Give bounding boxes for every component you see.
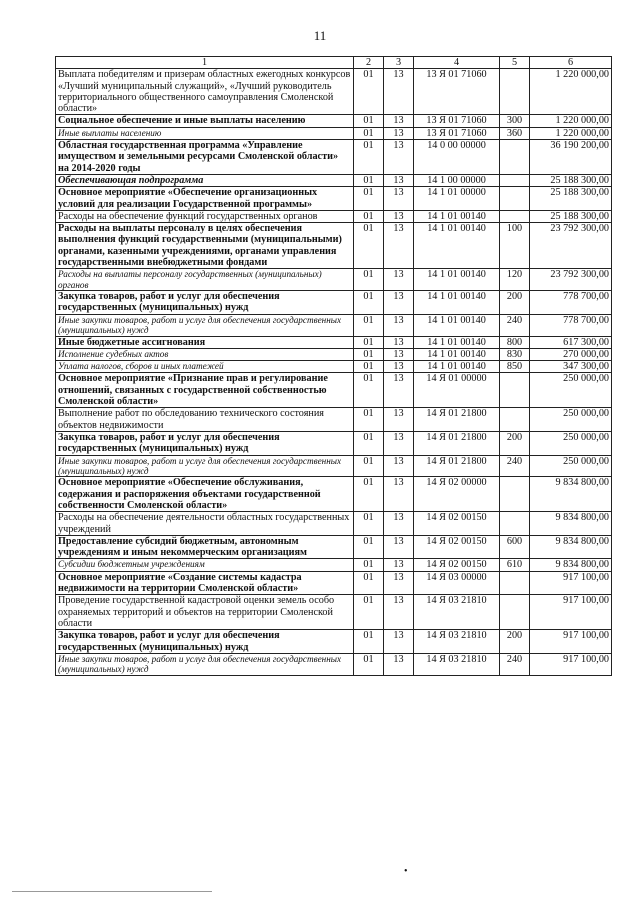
cell-amount: 917 100,00 xyxy=(530,595,612,630)
cell-expense-type xyxy=(500,408,530,432)
cell-section: 01 xyxy=(354,408,384,432)
cell-amount: 9 834 800,00 xyxy=(530,559,612,571)
cell-section: 01 xyxy=(354,291,384,315)
cell-name: Субсидии бюджетным учреждениям xyxy=(56,559,354,571)
cell-name: Расходы на выплаты персоналу государственных (муниципальных) органов xyxy=(56,269,354,291)
cell-target-article: 14 1 01 00140 xyxy=(414,348,500,360)
cell-name: Предоставление субсидий бюджетным, автономным учреждениям и иным некоммерческим организациям xyxy=(56,535,354,559)
cell-name: Выплата победителям и призерам областных ежегодных конкурсов «Лучший муниципальный служащий», «Лучший руководитель территориального общественного самоуправления Смоленской области» xyxy=(56,69,354,115)
cell-section: 01 xyxy=(354,373,384,408)
cell-name: Расходы на выплаты персоналу в целях обеспечения выполнения функций государственными (муниципальными) органами, казенными учреждениями, органами управления государственными внебюджетными фондами xyxy=(56,223,354,269)
table-row xyxy=(56,348,612,360)
cell-section: 01 xyxy=(354,455,384,477)
cell-amount: 250 000,00 xyxy=(530,431,612,455)
cell-amount: 1 220 000,00 xyxy=(530,69,612,115)
cell-subsection: 13 xyxy=(384,653,414,675)
cell-amount: 617 300,00 xyxy=(530,336,612,348)
cell-name: Иные закупки товаров, работ и услуг для обеспечения государственных (муниципальных) нужд xyxy=(56,653,354,675)
cell-subsection: 13 xyxy=(384,595,414,630)
cell-target-article: 14 1 01 00000 xyxy=(414,187,500,211)
cell-expense-type xyxy=(500,140,530,175)
cell-subsection: 13 xyxy=(384,477,414,512)
cell-subsection: 13 xyxy=(384,291,414,315)
table-row xyxy=(56,431,612,455)
table-row xyxy=(56,115,612,127)
cell-name: Основное мероприятие «Обеспечение организационных условий для реализации Государственной программы» xyxy=(56,187,354,211)
cell-amount: 25 188 300,00 xyxy=(530,174,612,186)
cell-subsection: 13 xyxy=(384,512,414,536)
cell-subsection: 13 xyxy=(384,127,414,139)
cell-section: 01 xyxy=(354,361,384,373)
cell-section: 01 xyxy=(354,431,384,455)
table-row xyxy=(56,69,612,115)
cell-subsection: 13 xyxy=(384,348,414,360)
cell-amount: 9 834 800,00 xyxy=(530,477,612,512)
cell-subsection: 13 xyxy=(384,115,414,127)
cell-name: Закупка товаров, работ и услуг для обеспечения государственных (муниципальных) нужд xyxy=(56,431,354,455)
header-col-4: 4 xyxy=(414,57,500,69)
cell-expense-type: 240 xyxy=(500,653,530,675)
cell-expense-type: 830 xyxy=(500,348,530,360)
cell-expense-type: 600 xyxy=(500,535,530,559)
cell-section: 01 xyxy=(354,336,384,348)
cell-subsection: 13 xyxy=(384,361,414,373)
cell-target-article: 14 1 01 00140 xyxy=(414,361,500,373)
cell-target-article: 14 1 01 00140 xyxy=(414,314,500,336)
cell-subsection: 13 xyxy=(384,455,414,477)
cell-subsection: 13 xyxy=(384,373,414,408)
cell-target-article: 13 Я 01 71060 xyxy=(414,127,500,139)
cell-subsection: 13 xyxy=(384,431,414,455)
cell-section: 01 xyxy=(354,210,384,222)
cell-amount: 270 000,00 xyxy=(530,348,612,360)
cell-name: Расходы на обеспечение функций государственных органов xyxy=(56,210,354,222)
cell-amount: 1 220 000,00 xyxy=(530,127,612,139)
cell-amount: 9 834 800,00 xyxy=(530,535,612,559)
cell-name: Проведение государственной кадастровой оценки земель особо охраняемых территорий и объектов на территории Смоленской области xyxy=(56,595,354,630)
cell-name: Обеспечивающая подпрограмма xyxy=(56,174,354,186)
cell-section: 01 xyxy=(354,535,384,559)
cell-name: Уплата налогов, сборов и иных платежей xyxy=(56,361,354,373)
cell-target-article: 13 Я 01 71060 xyxy=(414,69,500,115)
cell-target-article: 14 Я 03 21810 xyxy=(414,595,500,630)
cell-amount: 917 100,00 xyxy=(530,630,612,654)
cell-section: 01 xyxy=(354,127,384,139)
cell-target-article: 14 Я 01 21800 xyxy=(414,431,500,455)
cell-section: 01 xyxy=(354,69,384,115)
cell-target-article: 14 1 01 00140 xyxy=(414,210,500,222)
cell-section: 01 xyxy=(354,512,384,536)
cell-expense-type xyxy=(500,174,530,186)
cell-section: 01 xyxy=(354,140,384,175)
cell-section: 01 xyxy=(354,223,384,269)
cell-target-article: 14 0 00 00000 xyxy=(414,140,500,175)
cell-target-article: 14 Я 01 21800 xyxy=(414,455,500,477)
cell-name: Исполнение судебных актов xyxy=(56,348,354,360)
cell-amount: 250 000,00 xyxy=(530,373,612,408)
footer-line xyxy=(12,891,212,892)
cell-amount: 778 700,00 xyxy=(530,291,612,315)
cell-expense-type: 200 xyxy=(500,291,530,315)
cell-section: 01 xyxy=(354,630,384,654)
table-row xyxy=(56,269,612,291)
cell-target-article: 14 Я 03 21810 xyxy=(414,630,500,654)
cell-expense-type: 200 xyxy=(500,630,530,654)
table-row xyxy=(56,408,612,432)
table-row xyxy=(56,455,612,477)
table-row xyxy=(56,210,612,222)
table-row xyxy=(56,653,612,675)
cell-subsection: 13 xyxy=(384,210,414,222)
cell-amount: 917 100,00 xyxy=(530,571,612,595)
cell-expense-type: 240 xyxy=(500,314,530,336)
cell-expense-type: 800 xyxy=(500,336,530,348)
cell-name: Выполнение работ по обследованию технического состояния объектов недвижимости xyxy=(56,408,354,432)
cell-expense-type: 300 xyxy=(500,115,530,127)
cell-expense-type xyxy=(500,373,530,408)
cell-section: 01 xyxy=(354,595,384,630)
cell-expense-type xyxy=(500,477,530,512)
page-number: 11 xyxy=(313,28,327,43)
cell-subsection: 13 xyxy=(384,408,414,432)
cell-name: Социальное обеспечение и иные выплаты населению xyxy=(56,115,354,127)
table-row xyxy=(56,595,612,630)
cell-target-article: 14 1 01 00140 xyxy=(414,269,500,291)
cell-target-article: 14 1 01 00140 xyxy=(414,291,500,315)
cell-target-article: 14 1 01 00140 xyxy=(414,336,500,348)
cell-section: 01 xyxy=(354,187,384,211)
cell-subsection: 13 xyxy=(384,269,414,291)
cell-target-article: 13 Я 01 71060 xyxy=(414,115,500,127)
header-col-3: 3 xyxy=(384,57,414,69)
cell-expense-type: 120 xyxy=(500,269,530,291)
cell-amount: 347 300,00 xyxy=(530,361,612,373)
cell-target-article: 14 Я 02 00150 xyxy=(414,535,500,559)
table-row xyxy=(56,336,612,348)
table-row xyxy=(56,174,612,186)
cell-expense-type xyxy=(500,595,530,630)
cell-expense-type: 240 xyxy=(500,455,530,477)
cell-expense-type xyxy=(500,571,530,595)
cell-subsection: 13 xyxy=(384,223,414,269)
cell-expense-type xyxy=(500,512,530,536)
cell-amount: 36 190 200,00 xyxy=(530,140,612,175)
cell-expense-type: 200 xyxy=(500,431,530,455)
table-row xyxy=(56,223,612,269)
cell-amount: 1 220 000,00 xyxy=(530,115,612,127)
cell-expense-type: 360 xyxy=(500,127,530,139)
table-row xyxy=(56,187,612,211)
table-row xyxy=(56,361,612,373)
cell-amount: 25 188 300,00 xyxy=(530,187,612,211)
table-row xyxy=(56,477,612,512)
cell-target-article: 14 Я 02 00150 xyxy=(414,559,500,571)
cell-subsection: 13 xyxy=(384,630,414,654)
cell-target-article: 14 Я 02 00000 xyxy=(414,477,500,512)
cell-amount: 25 188 300,00 xyxy=(530,210,612,222)
cell-subsection: 13 xyxy=(384,571,414,595)
table-row xyxy=(56,291,612,315)
header-row xyxy=(56,57,612,69)
cell-name: Иные закупки товаров, работ и услуг для обеспечения государственных (муниципальных) нужд xyxy=(56,455,354,477)
table-row xyxy=(56,630,612,654)
cell-amount: 778 700,00 xyxy=(530,314,612,336)
cell-name: Иные бюджетные ассигнования xyxy=(56,336,354,348)
cell-amount: 917 100,00 xyxy=(530,653,612,675)
cell-section: 01 xyxy=(354,653,384,675)
cell-name: Расходы на обеспечение деятельности областных государственных учреждений xyxy=(56,512,354,536)
cell-subsection: 13 xyxy=(384,174,414,186)
cell-subsection: 13 xyxy=(384,559,414,571)
cell-target-article: 14 Я 03 00000 xyxy=(414,571,500,595)
cell-target-article: 14 Я 03 21810 xyxy=(414,653,500,675)
cell-target-article: 14 1 00 00000 xyxy=(414,174,500,186)
cell-expense-type xyxy=(500,210,530,222)
table-row xyxy=(56,512,612,536)
cell-name: Иные выплаты населению xyxy=(56,127,354,139)
budget-table xyxy=(55,56,612,676)
header-col-2: 2 xyxy=(354,57,384,69)
cell-target-article: 14 Я 01 00000 xyxy=(414,373,500,408)
cell-expense-type: 610 xyxy=(500,559,530,571)
scan-dot: • xyxy=(404,866,408,877)
cell-target-article: 14 Я 01 21800 xyxy=(414,408,500,432)
cell-section: 01 xyxy=(354,348,384,360)
cell-name: Закупка товаров, работ и услуг для обеспечения государственных (муниципальных) нужд xyxy=(56,291,354,315)
cell-section: 01 xyxy=(354,314,384,336)
cell-section: 01 xyxy=(354,477,384,512)
cell-name: Основное мероприятие «Признание прав и регулирование отношений, связанных с государственной собственностью Смоленской области» xyxy=(56,373,354,408)
table-row xyxy=(56,559,612,571)
cell-name: Областная государственная программа «Управление имуществом и земельными ресурсами Смоленской области» на 2014-2020 годы xyxy=(56,140,354,175)
cell-section: 01 xyxy=(354,174,384,186)
cell-subsection: 13 xyxy=(384,140,414,175)
table-row xyxy=(56,127,612,139)
table-row xyxy=(56,314,612,336)
cell-subsection: 13 xyxy=(384,69,414,115)
table-row xyxy=(56,373,612,408)
cell-amount: 250 000,00 xyxy=(530,455,612,477)
table-row xyxy=(56,140,612,175)
cell-section: 01 xyxy=(354,115,384,127)
header-col-1: 1 xyxy=(56,57,354,69)
table-row xyxy=(56,571,612,595)
cell-target-article: 14 Я 02 00150 xyxy=(414,512,500,536)
cell-subsection: 13 xyxy=(384,314,414,336)
cell-name: Закупка товаров, работ и услуг для обеспечения государственных (муниципальных) нужд xyxy=(56,630,354,654)
cell-section: 01 xyxy=(354,571,384,595)
cell-target-article: 14 1 01 00140 xyxy=(414,223,500,269)
cell-subsection: 13 xyxy=(384,535,414,559)
cell-expense-type xyxy=(500,187,530,211)
cell-amount: 9 834 800,00 xyxy=(530,512,612,536)
cell-expense-type: 850 xyxy=(500,361,530,373)
table-body xyxy=(56,69,612,675)
cell-name: Основное мероприятие «Создание системы кадастра недвижимости на территории Смоленской области» xyxy=(56,571,354,595)
cell-name: Иные закупки товаров, работ и услуг для обеспечения государственных (муниципальных) нужд xyxy=(56,314,354,336)
header-col-5: 5 xyxy=(500,57,530,69)
cell-expense-type: 100 xyxy=(500,223,530,269)
cell-amount: 23 792 300,00 xyxy=(530,223,612,269)
table-row xyxy=(56,535,612,559)
cell-amount: 250 000,00 xyxy=(530,408,612,432)
cell-subsection: 13 xyxy=(384,336,414,348)
cell-section: 01 xyxy=(354,269,384,291)
cell-section: 01 xyxy=(354,559,384,571)
cell-expense-type xyxy=(500,69,530,115)
cell-amount: 23 792 300,00 xyxy=(530,269,612,291)
cell-subsection: 13 xyxy=(384,187,414,211)
header-col-6: 6 xyxy=(530,57,612,69)
cell-name: Основное мероприятие «Обеспечение обслуживания, содержания и распоряжения объектами государственной собственности Смоленской области» xyxy=(56,477,354,512)
